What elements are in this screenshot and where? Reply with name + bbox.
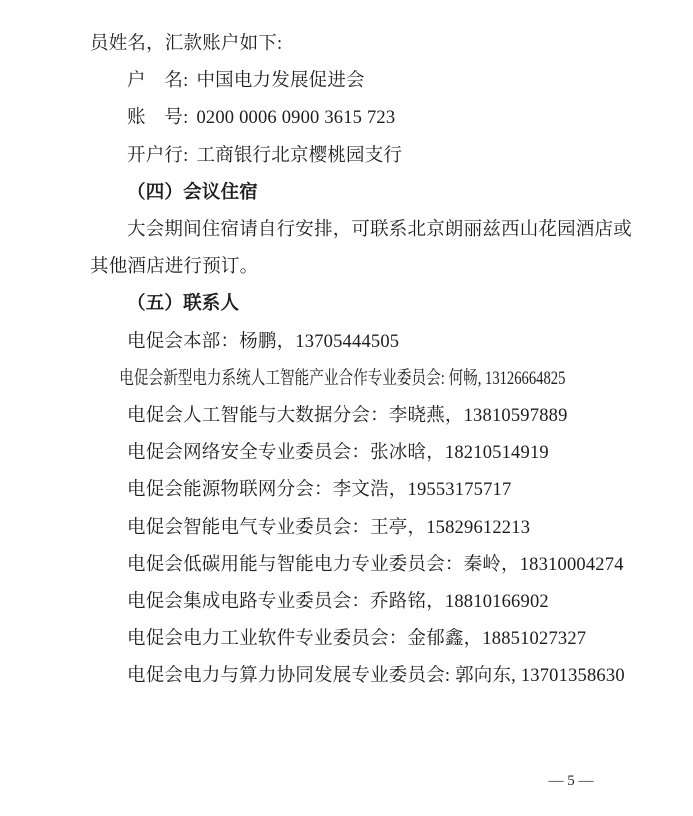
contact-line: 电促会新型电力系统人工智能产业合作专业委员会: 何畅, 13126664825 <box>119 368 566 389</box>
page-number: — 5 — <box>548 773 594 789</box>
intro-line: 员姓名，汇款账户如下: <box>90 34 283 54</box>
lodging-body-line-2: 其他酒店进行预订。 <box>90 257 259 278</box>
account-number-label: 账 号: <box>127 108 189 129</box>
account-name-line <box>90 63 613 100</box>
contact-line: 电促会低碳用能与智能电力专业委员会：秦岭，18310004274 <box>127 554 624 575</box>
section-lodging-heading: （四）会议住宿 <box>127 182 258 203</box>
account-number-value: 0200 0006 0900 3615 723 <box>196 108 396 129</box>
section-contacts-heading: （五）联系人 <box>127 294 240 315</box>
account-name-label: 户 名: <box>127 71 189 92</box>
contact-line: 电促会集成电路专业委员会：乔路铭，18810166902 <box>127 592 549 613</box>
lodging-body-line-1: 大会期间住宿请自行安排，可联系北京朗丽兹西山花园酒店或 <box>127 220 632 241</box>
contact-line: 电促会电力与算力协同发展专业委员会: 郭向东, 13701358630 <box>127 666 625 687</box>
account-bank-value: 工商银行北京樱桃园支行 <box>196 145 403 166</box>
contact-line: 电促会能源物联网分会：李文浩，19553175717 <box>127 480 512 501</box>
contact-line: 电促会电力工业软件专业委员会：金郁鑫，18851027327 <box>127 629 587 650</box>
account-name-value: 中国电力发展促进会 <box>196 71 365 92</box>
contact-line: 电促会人工智能与大数据分会：李晓燕，13810597889 <box>127 406 568 427</box>
contact-line: 电促会本部：杨鹏，13705444505 <box>127 331 400 352</box>
account-bank-line <box>90 138 613 175</box>
account-number-line <box>90 100 613 137</box>
account-bank-label: 开户行: <box>127 145 189 166</box>
contact-line: 电促会智能电气专业委员会：王亭，15829612213 <box>127 517 531 538</box>
contact-line: 电促会网络安全专业委员会：张冰晗，18210514919 <box>127 443 549 464</box>
